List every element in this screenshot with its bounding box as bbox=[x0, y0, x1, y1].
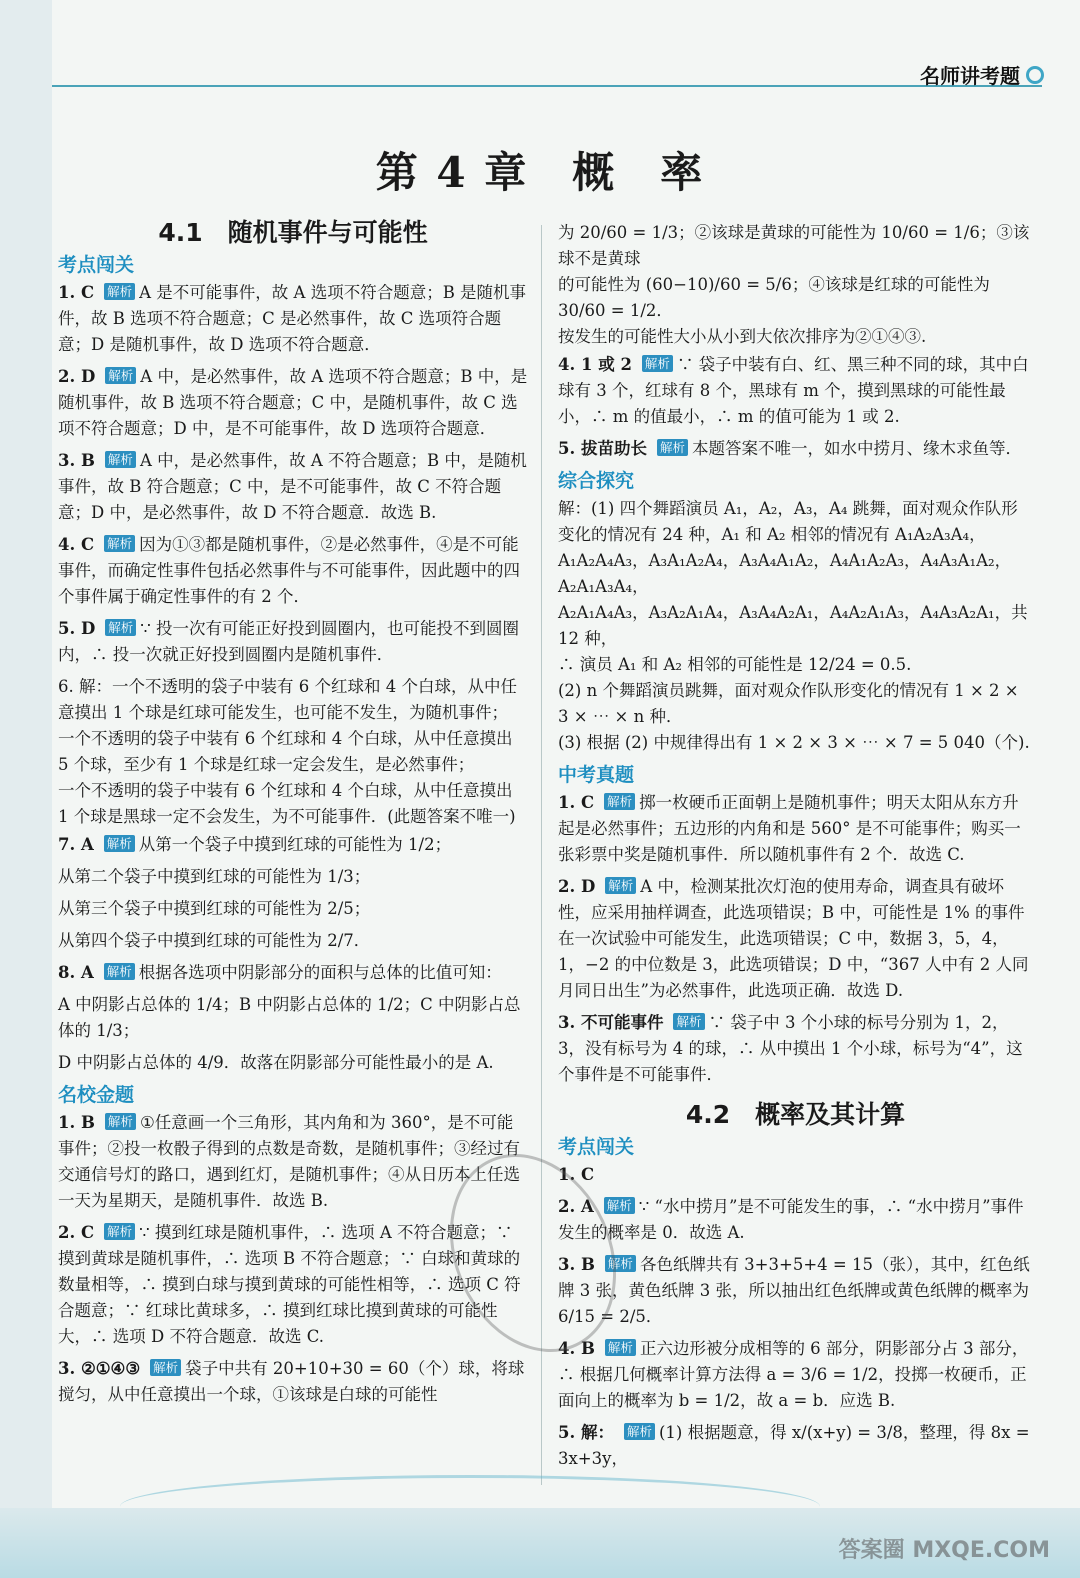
answer-number: 1. C bbox=[58, 283, 95, 302]
analysis-tag: 解析 bbox=[104, 535, 135, 552]
answer-list bbox=[58, 280, 528, 668]
side-band bbox=[0, 0, 52, 1578]
answer-text: 从第三个袋子中摸到红球的可能性为 2/5； bbox=[58, 899, 371, 918]
answer-text: 本题答案不唯一，如水中捞月、缘木求鱼等． bbox=[692, 439, 1022, 458]
answer-text: ∵ “水中捞月”是不可能发生的事，∴ “水中捞月”事件发生的概率是 0．故选 A. bbox=[558, 1197, 1024, 1242]
subheading-kaodian: 考点闯关 bbox=[58, 254, 135, 276]
answer-text: 正六边形被分成相等的 6 部分，阴影部分占 3 部分，∴ 根据几何概率计算方法得 a = 3/6 = 1/2，投掷一枚硬币，正面向上的概率为 b = 1/2，故 a = b．应选 B. bbox=[558, 1339, 1029, 1410]
answer-text: ∵ 摸到红球是随机事件，∴ 选项 A 不符合题意；∵ 摸到黄球是随机事件，∴ 选项 B 不符合题意；∵ 白球和黄球的数量相等，∴ 摸到白球与摸到黄球的可能性相等，∴ 选项 C 符合题意；∵ 红球比黄球多，∴ 摸到红球比摸到黄球的可能性大，∴ 选项 D 不符合题意．故选 C. bbox=[58, 1223, 521, 1346]
answer-list bbox=[558, 352, 1033, 462]
text-line: 的可能性为 (60−10)/60 = 5/6；④该球是红球的可能性为 30/60 = 1/2． bbox=[558, 275, 990, 320]
analysis-tag: 解析 bbox=[605, 877, 636, 894]
chapter-title: 第 4 章 概 率 bbox=[375, 148, 705, 197]
answer-number: 3. B bbox=[558, 1255, 595, 1274]
list-item bbox=[558, 1010, 1033, 1088]
list-item bbox=[58, 280, 528, 358]
footer-watermark: 答案圈 MXQE.COM bbox=[838, 1538, 1050, 1563]
answer-text: D 中阴影占总体的 4/9．故落在阴影部分可能性最小的是 A. bbox=[58, 1053, 494, 1072]
answer-number: 7. A bbox=[58, 835, 94, 854]
list-item bbox=[58, 992, 528, 1044]
list-item bbox=[558, 1336, 1033, 1414]
list-item bbox=[558, 874, 1033, 1004]
answer-text: (1) 根据题意，得 x/(x+y) = 3/8，整理，得 8x = 3x+3y， bbox=[558, 1423, 1030, 1468]
text-line: A₁A₂A₄A₃，A₃A₁A₂A₄，A₃A₄A₁A₂，A₄A₁A₂A₃，A₄A₃A₁A₂，A₂A₁A₃A₄， bbox=[558, 551, 1012, 596]
list-item bbox=[58, 1356, 528, 1408]
list-item bbox=[58, 832, 528, 858]
answer-text: 从第一个袋子中摸到红球的可能性为 1/2； bbox=[138, 835, 452, 854]
answer-text: A 是不可能事件，故 A 选项不符合题意；B 是随机事件，故 B 选项不符合题意；C 是必然事件，故 C 选项符合题意；D 是随机事件，故 D 选项不符合题意． bbox=[58, 283, 527, 354]
analysis-tag: 解析 bbox=[105, 1113, 136, 1130]
answer-text: A 中，是必然事件，故 A 不符合题意；B 中，是随机事件，故 B 符合题意；C 中，是不可能事件，故 C 不符合题意；D 中，是必然事件，故 D 不符合题意．故选 B. bbox=[58, 451, 527, 522]
answer-list bbox=[558, 790, 1033, 1088]
answer-number: 5. D bbox=[58, 619, 96, 638]
analysis-tag: 解析 bbox=[604, 793, 635, 810]
answer-number: 8. A bbox=[58, 963, 94, 982]
analysis-tag: 解析 bbox=[104, 1223, 135, 1240]
answer-text: 因为①③都是随机事件，②是必然事件，④是不可能事件，而确定性事件包括必然事件与不可能事件，因此题中的四个事件属于确定性事件的有 2 个． bbox=[58, 535, 520, 606]
analysis-tag: 解析 bbox=[150, 1359, 181, 1376]
analysis-tag: 解析 bbox=[604, 1197, 635, 1214]
answer-text: ∵ 投一次有可能正好投到圆圈内，也可能投不到圆圈内，∴ 投一次就正好投到圆圈内是随机事件． bbox=[58, 619, 520, 664]
answer-number: 2. D bbox=[558, 877, 596, 896]
analysis-tag: 解析 bbox=[673, 1013, 704, 1030]
list-item bbox=[558, 1162, 1033, 1188]
text-line: 为 20/60 = 1/3；②该球是黄球的可能性为 10/60 = 1/6；③该球不是黄球 bbox=[558, 223, 1030, 268]
answer-3-continued bbox=[558, 220, 1033, 350]
series-title: 名师讲考题 bbox=[920, 64, 1020, 88]
list-item bbox=[558, 1194, 1033, 1246]
text-line: ∴ 演员 A₁ 和 A₂ 相邻的可能性是 12/24 = 0.5. bbox=[558, 655, 912, 674]
answer-number: 5. 解： bbox=[558, 1423, 614, 1442]
answer-7 bbox=[58, 832, 528, 954]
list-item bbox=[58, 960, 528, 986]
list-item bbox=[558, 1420, 1033, 1472]
analysis-tag: 解析 bbox=[605, 1255, 636, 1272]
text-line: 6. 解：一个不透明的袋子中装有 6 个红球和 4 个白球，从中任意摸出 1 个球是红球可能发生，也可能不发生，为随机事件； bbox=[58, 677, 517, 722]
answer-text: A 中，是必然事件，故 A 选项不符合题意；B 中，是随机事件，故 B 选项不符合题意；C 中，是随机事件，故 C 选项不符合题意；D 中，是不可能事件，故 D 选项符合题意． bbox=[58, 367, 528, 438]
subheading-zonghe: 综合探究 bbox=[558, 470, 635, 492]
text-line: A₂A₁A₄A₃，A₃A₂A₁A₄，A₃A₄A₂A₁，A₄A₂A₁A₃，A₄A₃A₂A₁，共 12 种， bbox=[558, 603, 1028, 648]
analysis-tag: 解析 bbox=[624, 1423, 655, 1440]
subheading-kaodian-2: 考点闯关 bbox=[558, 1136, 635, 1158]
answer-text: 袋子中共有 20+10+30 = 60（个）球，将球搅匀，从中任意摸出一个球，①该球是白球的可能性 bbox=[58, 1359, 525, 1404]
text-line: 一个不透明的袋子中装有 6 个红球和 4 个白球，从中任意摸出 1 个球是黑球一定不会发生，为不可能事件．(此题答案不唯一) bbox=[58, 781, 516, 826]
answer-number: 1. B bbox=[58, 1113, 95, 1132]
answer-text: A 中阴影占总体的 1/4；B 中阴影占总体的 1/2；C 中阴影占总体的 1/3； bbox=[58, 995, 521, 1040]
analysis-tag: 解析 bbox=[104, 963, 135, 980]
list-item bbox=[58, 448, 528, 526]
header-dot-icon bbox=[1026, 66, 1044, 84]
analysis-tag: 解析 bbox=[105, 367, 136, 384]
answer-6 bbox=[58, 674, 528, 830]
subheading-zhongkao: 中考真题 bbox=[558, 764, 635, 786]
answer-number: 1. C bbox=[558, 1165, 595, 1184]
answer-number: 2. D bbox=[58, 367, 96, 386]
answer-text: 从第二个袋子中摸到红球的可能性为 1/3； bbox=[58, 867, 371, 886]
list-item bbox=[58, 1050, 528, 1076]
answer-number: 5. 拔苗助长 bbox=[558, 439, 647, 458]
answer-number: 3. 不可能事件 bbox=[558, 1013, 664, 1032]
list-item bbox=[58, 532, 528, 610]
text-line: (2) n 个舞蹈演员跳舞，面对观众作队形变化的情况有 1 × 2 × 3 × ⋯ × n 种． bbox=[558, 681, 1019, 726]
analysis-tag: 解析 bbox=[105, 451, 136, 468]
subheading-mingxiao: 名校金题 bbox=[58, 1084, 135, 1106]
answer-number: 4. C bbox=[58, 535, 95, 554]
list-item bbox=[58, 864, 528, 890]
right-column bbox=[558, 220, 1033, 1478]
list-item bbox=[558, 790, 1033, 868]
answer-number: 3. B bbox=[58, 451, 95, 470]
text-line: 按发生的可能性大小从小到大依次排序为②①④③. bbox=[558, 327, 927, 346]
answer-list bbox=[558, 1162, 1033, 1472]
answer-number: 3. ②①④③ bbox=[58, 1359, 141, 1378]
list-item bbox=[558, 352, 1033, 430]
answer-number: 2. A bbox=[558, 1197, 594, 1216]
analysis-tag: 解析 bbox=[642, 355, 673, 372]
section-title: 4.1 随机事件与可能性 bbox=[158, 218, 428, 247]
answer-8 bbox=[58, 960, 528, 1076]
analysis-tag: 解析 bbox=[104, 835, 135, 852]
text-line: 一个不透明的袋子中装有 6 个红球和 4 个白球，从中任意摸出 5 个球，至少有 1 个球是红球一定会发生，是必然事件； bbox=[58, 729, 513, 774]
zonghe-solution bbox=[558, 496, 1033, 756]
answer-text: 掷一枚硬币正面朝上是随机事件；明天太阳从东方升起是必然事件；五边形的内角和是 560° 是不可能事件；购买一张彩票中奖是随机事件．所以随机事件有 2 个．故选 C. bbox=[558, 793, 1021, 864]
section-title: 4.2 概率及其计算 bbox=[685, 1100, 906, 1129]
answer-text: 根据各选项中阴影部分的面积与总体的比值可知： bbox=[138, 963, 502, 982]
answer-text: ∵ 袋子中 3 个小球的标号分别为 1，2，3，没有标号为 4 的球，∴ 从中摸出 1 个小球，标号为“4”，这个事件是不可能事件． bbox=[558, 1013, 1023, 1084]
list-item bbox=[58, 364, 528, 442]
bottom-wave bbox=[120, 1475, 820, 1538]
header-rule bbox=[52, 85, 1042, 87]
answer-number: 1. C bbox=[558, 793, 595, 812]
list-item bbox=[558, 1252, 1033, 1330]
answer-text: 各色纸牌共有 3+3+5+4 = 15（张），其中，红色纸牌 3 张，黄色纸牌 3 张，所以抽出红色纸牌或黄色纸牌的概率为 6/15 = 2/5． bbox=[558, 1255, 1030, 1326]
text-line: 解：(1) 四个舞蹈演员 A₁，A₂，A₃，A₄ 跳舞，面对观众作队形变化的情况有 24 种，A₁ 和 A₂ 相邻的情况有 A₁A₂A₃A₄， bbox=[558, 499, 1018, 544]
analysis-tag: 解析 bbox=[104, 283, 135, 300]
answer-text: ①任意画一个三角形，其内角和为 360°，是不可能事件；②投一枚骰子得到的点数是奇数，是随机事件；③经过有交通信号灯的路口，遇到红灯，是随机事件；④从日历本上任选一天为星期天，是随机事件．故选 B. bbox=[58, 1113, 520, 1210]
list-item bbox=[58, 928, 528, 954]
answer-text: ∵ 袋子中装有白、红、黑三种不同的球，其中白球有 3 个，红球有 8 个，黑球有 m 个，摸到黑球的可能性最小，∴ m 的值最小，∴ m 的值可能为 1 或 2. bbox=[558, 355, 1029, 426]
list-item bbox=[58, 896, 528, 922]
answer-number: 2. C bbox=[58, 1223, 95, 1242]
list-item bbox=[558, 436, 1033, 462]
analysis-tag: 解析 bbox=[657, 439, 688, 456]
analysis-tag: 解析 bbox=[105, 619, 136, 636]
answer-number: 4. B bbox=[558, 1339, 595, 1358]
answer-text: 从第四个袋子中摸到红球的可能性为 2/7． bbox=[58, 931, 371, 950]
list-item bbox=[58, 616, 528, 668]
answer-text: A 中，检测某批次灯泡的使用寿命，调查具有破坏性，应采用抽样调查，此选项错误；B 中，可能性是 1% 的事件在一次试验中可能发生，此选项错误；C 中，数据 3，5，4，1，−2 的中位数是 3，此选项错误；D 中，“367 人中有 2 人同月同日出生”为必然事件，此选项正确．故选 D. bbox=[558, 877, 1029, 1000]
analysis-tag: 解析 bbox=[605, 1339, 636, 1356]
text-line: (3) 根据 (2) 中规律得出有 1 × 2 × 3 × ⋯ × 7 = 5 040（个). bbox=[558, 733, 1030, 752]
answer-number: 4. 1 或 2 bbox=[558, 355, 632, 374]
